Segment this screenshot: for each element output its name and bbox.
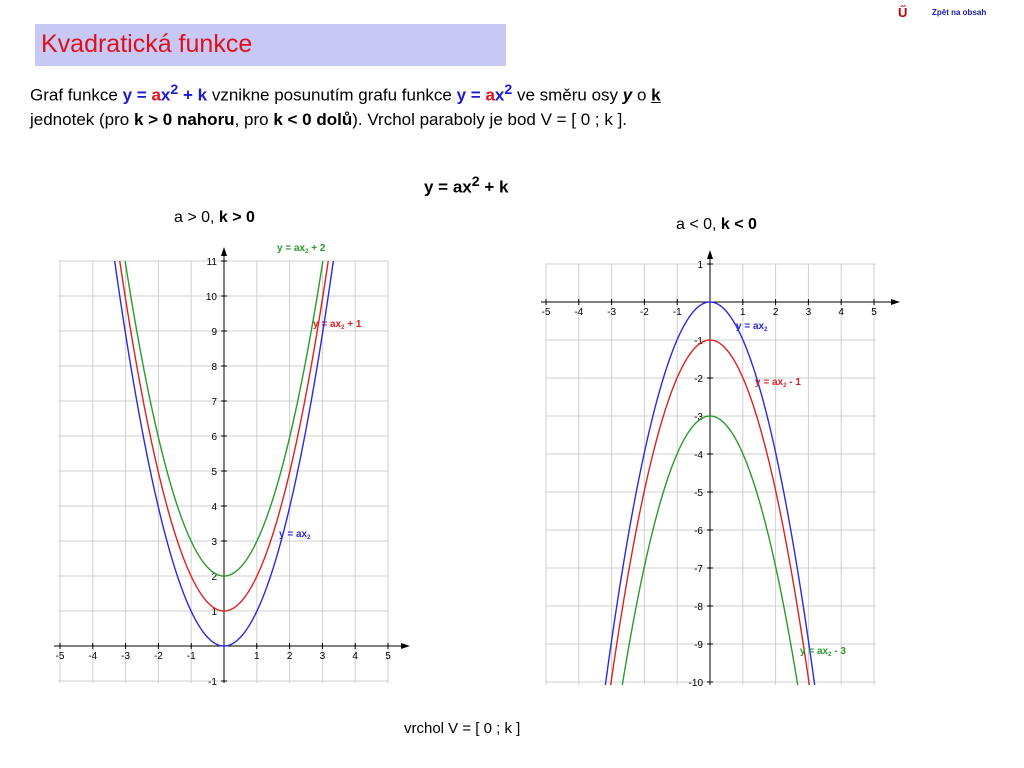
home-icon[interactable]: Ű xyxy=(898,5,908,20)
series-label xyxy=(800,646,846,658)
intro-text: Graf funkce xyxy=(30,85,123,105)
axis-name: y xyxy=(622,85,633,105)
series-label-tail: - 1 xyxy=(786,377,801,388)
formula-k: + k xyxy=(178,85,208,105)
y-tick-label: 3 xyxy=(211,537,217,548)
intro-text: jednotek (pro xyxy=(30,109,134,129)
x-tick-label: 5 xyxy=(871,307,877,318)
y-tick-label: 8 xyxy=(211,362,217,373)
y-tick-label: -3 xyxy=(694,412,703,423)
formula-y: y = xyxy=(122,85,152,105)
formula-exponent: 2 xyxy=(504,82,513,98)
x-tick-label: -2 xyxy=(639,307,649,318)
series-label xyxy=(755,377,801,389)
series-label-main: y = ax xyxy=(800,646,829,657)
x-tick-label: 5 xyxy=(385,651,391,662)
intro-text: , pro xyxy=(234,109,274,129)
x-tick-label: -5 xyxy=(55,651,65,662)
y-tick-label: 6 xyxy=(211,432,217,443)
y-tick-label: 5 xyxy=(211,467,217,478)
formula-a: a xyxy=(485,85,495,105)
y-tick-label: 7 xyxy=(211,397,217,408)
formula-exponent: 2 xyxy=(471,174,480,190)
series-label-sub: 2 xyxy=(341,325,345,331)
x-tick-label: 4 xyxy=(838,307,844,318)
x-tick-label: -1 xyxy=(672,307,682,318)
k-condition: k < 0 xyxy=(720,216,757,233)
series-label-tail: + 1 xyxy=(344,319,362,330)
condition-down: k < 0 dolů xyxy=(273,109,353,129)
series-label-main: y = ax xyxy=(755,377,784,388)
formula-x: x xyxy=(494,85,505,105)
y-tick-label: -6 xyxy=(694,526,703,537)
x-tick-label: -3 xyxy=(607,307,617,318)
series-label-main: y = ax xyxy=(277,243,306,254)
formula-base: y = ax xyxy=(424,177,472,197)
series-label-tail: - 3 xyxy=(831,646,846,657)
x-tick-label: 2 xyxy=(286,651,293,662)
series-label-sub: 2 xyxy=(828,652,832,658)
series-label-main: y = ax xyxy=(736,321,765,332)
x-tick-label: -3 xyxy=(121,651,131,662)
formula-y: y = xyxy=(456,85,486,105)
series-label-sub: 2 xyxy=(307,535,311,541)
x-tick-label: -5 xyxy=(541,307,551,318)
a-condition: a < 0, xyxy=(676,216,721,233)
y-axis-arrow xyxy=(707,250,713,259)
back-to-contents-link[interactable]: Zpět na obsah xyxy=(932,8,987,17)
intro-text: vznikne posunutím grafu funkce xyxy=(207,85,457,105)
y-tick-label: -7 xyxy=(694,564,703,575)
k-condition: k > 0 xyxy=(218,209,255,226)
vertex-note: vrchol V = [ 0 ; k ] xyxy=(404,720,521,737)
x-tick-label: 1 xyxy=(740,307,746,318)
series-label-sub: 2 xyxy=(764,327,768,333)
formula-shift: + k xyxy=(479,177,509,197)
intro-text: o xyxy=(632,85,652,105)
y-tick-label: 2 xyxy=(211,572,217,583)
y-tick-label: 10 xyxy=(205,292,217,303)
x-tick-label: -4 xyxy=(574,307,584,318)
formula-exponent: 2 xyxy=(170,82,179,98)
x-tick-label: -1 xyxy=(186,651,196,662)
series-label-sub: 2 xyxy=(305,249,309,255)
y-tick-label: -1 xyxy=(694,336,703,347)
y-tick-label: 9 xyxy=(211,327,217,338)
y-tick-label: -2 xyxy=(694,374,703,385)
y-tick-label: -1 xyxy=(208,677,217,688)
x-tick-label: 3 xyxy=(805,307,812,318)
x-axis-arrow xyxy=(891,299,900,305)
series-label xyxy=(736,321,768,333)
series-label-main: y = ax xyxy=(313,319,342,330)
x-tick-label: 2 xyxy=(772,307,779,318)
y-tick-label: -8 xyxy=(694,602,703,613)
x-tick-label: 1 xyxy=(254,651,260,662)
y-tick-label: -9 xyxy=(694,640,703,651)
intro-text: ). Vrchol paraboly je bod V = [ 0 ; k ]. xyxy=(352,109,628,129)
formula-x: x xyxy=(160,85,171,105)
x-tick-label: -4 xyxy=(88,651,98,662)
y-tick-label: 1 xyxy=(697,260,703,271)
page-title: Kvadratická funkce xyxy=(41,30,253,58)
shift-k: k xyxy=(651,85,661,105)
series-label-sub: 2 xyxy=(783,383,787,389)
y-tick-label: -5 xyxy=(694,488,703,499)
y-tick-label: -4 xyxy=(694,450,703,461)
y-tick-label: 1 xyxy=(211,607,217,618)
x-tick-label: 4 xyxy=(352,651,358,662)
series-label-tail: + 2 xyxy=(308,243,326,254)
x-tick-label: 3 xyxy=(319,651,326,662)
a-condition: a > 0, xyxy=(174,209,219,226)
y-tick-label: 11 xyxy=(206,257,217,268)
y-tick-label: -10 xyxy=(688,678,703,689)
formula-a: a xyxy=(151,85,161,105)
condition-up: k > 0 nahoru xyxy=(133,109,235,129)
series-label-main: y = ax xyxy=(279,529,308,540)
y-tick-label: 4 xyxy=(211,502,217,513)
intro-text: ve směru osy xyxy=(512,85,623,105)
x-tick-label: -2 xyxy=(153,651,163,662)
